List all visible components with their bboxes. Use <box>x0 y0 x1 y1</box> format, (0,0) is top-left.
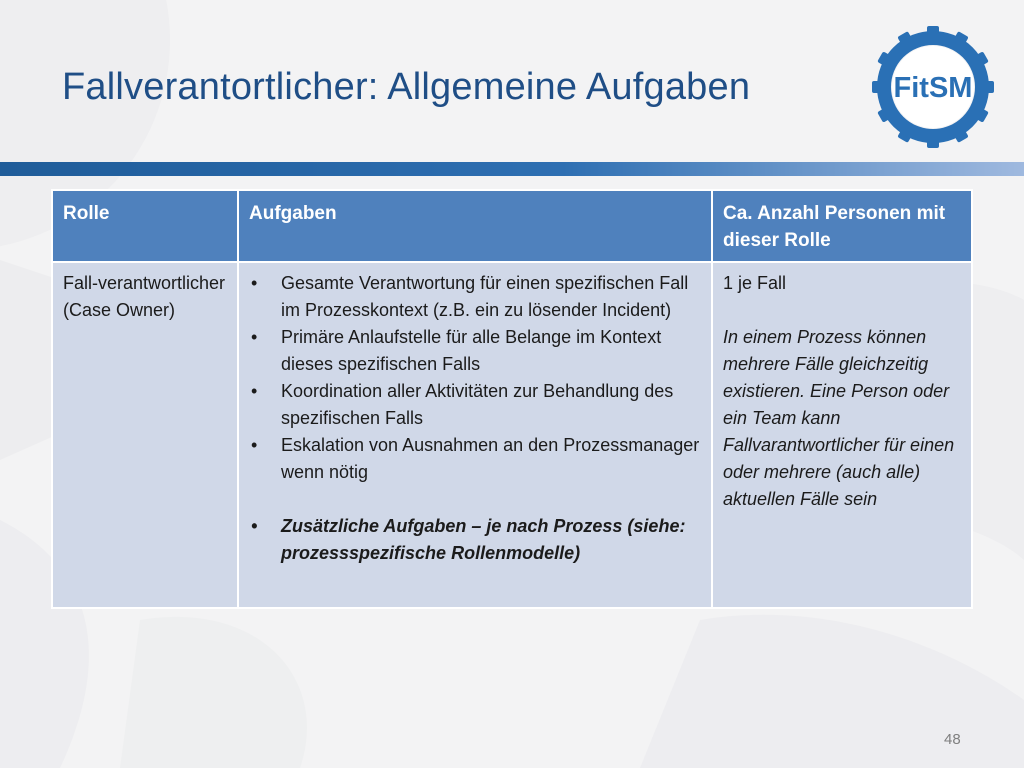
task-text-extra: Zusätzliche Aufgaben – je nach Prozess (siehe: prozessspezifische Rollenmodelle) <box>281 516 686 563</box>
header-tasks: Aufgaben <box>239 191 711 261</box>
cell-count <box>713 263 971 607</box>
fitsm-logo <box>868 22 998 152</box>
bullet-glyph: • <box>251 435 258 455</box>
bullet-glyph: • <box>251 273 258 293</box>
header-role: Rolle <box>53 191 237 261</box>
task-text: Koordination aller Aktivitäten zur Behandlung des spezifischen Falls <box>281 381 674 428</box>
count-value: 1 je Fall <box>723 273 787 293</box>
list-item <box>249 378 701 432</box>
cell-tasks <box>239 263 711 607</box>
table-header-row <box>53 191 971 261</box>
header-band <box>0 162 1024 176</box>
bullet-glyph: • <box>251 516 258 536</box>
count-note: In einem Prozess können mehrere Fälle gleichzeitig existieren. Eine Person oder ein Team kann Fallvarantwortlicher für einen oder mehrere (auch alle) aktuellen Fälle sein <box>723 327 955 509</box>
list-item <box>249 270 701 324</box>
header-count: Ca. Anzahl Personen mit dieser Rolle <box>713 191 971 261</box>
page-number: 48 <box>944 731 961 748</box>
roles-table <box>51 189 973 609</box>
logo-text: FitSM <box>893 72 973 104</box>
bullet-glyph: • <box>251 327 258 347</box>
list-item <box>249 324 701 378</box>
cell-role: Fall-verantwortlicher (Case Owner) <box>53 263 237 607</box>
task-text: Primäre Anlaufstelle für alle Belange im Kontext dieses spezifischen Falls <box>281 327 662 374</box>
list-item-extra <box>249 513 701 567</box>
task-list <box>249 270 701 567</box>
task-text: Eskalation von Ausnahmen an den Prozessmanager wenn nötig <box>281 435 700 482</box>
list-item <box>249 432 701 486</box>
task-text: Gesamte Verantwortung für einen spezifischen Fall im Prozesskontext (z.B. ein zu lösender Incident) <box>281 273 689 320</box>
bullet-glyph: • <box>251 381 258 401</box>
table-row <box>53 263 971 607</box>
slide-title: Fallverantortlicher: Allgemeine Aufgaben <box>62 66 751 108</box>
